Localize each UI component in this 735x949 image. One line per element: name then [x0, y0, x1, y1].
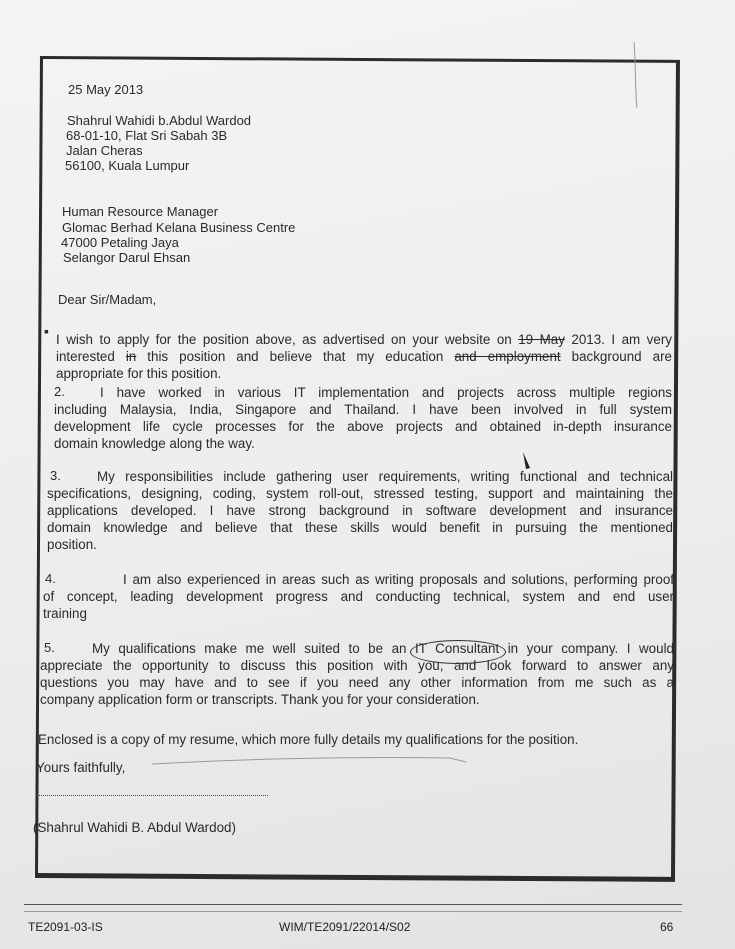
- bullet-mark: ▪: [44, 323, 49, 339]
- ink-circle-annotation: [410, 640, 506, 664]
- para4-line1: I am also experienced in areas such as writing proposals and solutions, performing proof: [123, 572, 674, 587]
- para3-line3: applications developed. I have strong background in software development and insurance: [47, 503, 673, 518]
- para3-line2: specifications, designing, coding, system roll-out, stressed testing, support and maintaining the: [47, 486, 673, 501]
- paragraph-3: [47, 468, 673, 553]
- paragraph-2: [54, 384, 672, 452]
- footer-center-code: WIM/TE2091/22014/S02: [279, 920, 411, 934]
- para2-line4: domain knowledge along the way.: [54, 436, 255, 451]
- recipient-line2: 47000 Petaling Jaya: [61, 235, 179, 250]
- paragraph-1: [56, 331, 672, 382]
- ink-mark: [520, 450, 534, 472]
- page-number: 66: [660, 920, 674, 934]
- para3-number: 3.: [50, 468, 61, 483]
- para4-line2: of concept, leading development progress and conducting technical, system and end user: [43, 589, 674, 604]
- paragraph-4: [43, 571, 674, 622]
- salutation: Dear Sir/Madam,: [58, 292, 157, 307]
- recipient-line1: Glomac Berhad Kelana Business Centre: [62, 220, 296, 235]
- para3-line1: My responsibilities include gathering user requirements, writing functional and technical: [97, 469, 673, 484]
- para4-line3: training: [43, 606, 87, 621]
- para5-line4: company application form or transcripts. Thank you for your consideration.: [40, 692, 480, 707]
- para1-line2: interested in this position and believe that my education and employment background are: [56, 349, 672, 364]
- para2-line1: I have worked in various IT implementation and projects across multiple regions: [100, 385, 672, 400]
- footer-left-code: TE2091-03-IS: [28, 920, 103, 934]
- footer-rule-secondary: [24, 911, 682, 912]
- para1-line1: I wish to apply for the position above, as advertised on your website on 19 May 2013. I am very: [56, 332, 672, 347]
- para5-line3: questions you may have and to see if you need any other information from me such as a: [40, 675, 674, 690]
- signature-name: (Shahrul Wahidi B. Abdul Wardod): [33, 820, 236, 835]
- paragraph-5: [40, 640, 674, 708]
- sender-address-line3: 56100, Kuala Lumpur: [65, 158, 190, 173]
- para2-number: 2.: [54, 384, 65, 399]
- recipient-line3: Selangor Darul Ehsan: [63, 250, 191, 265]
- sender-address-line2: Jalan Cheras: [66, 143, 143, 158]
- pencil-line-mark: [150, 750, 470, 774]
- enclosure-line: Enclosed is a copy of my resume, which more fully details my qualifications for the position.: [38, 732, 579, 747]
- recipient-title: Human Resource Manager: [62, 204, 219, 219]
- footer-rule: [24, 904, 682, 905]
- signature-dotted-line: [36, 795, 268, 796]
- para2-line3: development life cycle processes for the above projects and obtained in-depth insurance: [54, 419, 672, 434]
- closing: Yours faithfully,: [36, 760, 126, 775]
- para1-line3: appropriate for this position.: [56, 366, 222, 381]
- pencil-stroke-mark: [628, 40, 642, 110]
- para3-line5: position.: [47, 537, 97, 552]
- sender-address-line1: 68-01-10, Flat Sri Sabah 3B: [66, 128, 228, 143]
- para3-line4: domain knowledge and believe that these skills would benefit in pursuing the mentioned: [47, 520, 673, 535]
- para5-line1: My qualifications make me well suited to be an IT Consultant in your company. I would: [92, 641, 674, 656]
- para2-line2: including Malaysia, India, Singapore and Thailand. I have been involved in full system: [54, 402, 672, 417]
- letter-date: 25 May 2013: [68, 82, 144, 97]
- para5-number: 5.: [44, 640, 55, 655]
- sender-name: Shahrul Wahidi b.Abdul Wardod: [67, 113, 252, 128]
- para5-line2: appreciate the opportunity to discuss this position with you, and look forward to answer any: [40, 658, 674, 673]
- para4-number: 4.: [45, 571, 56, 586]
